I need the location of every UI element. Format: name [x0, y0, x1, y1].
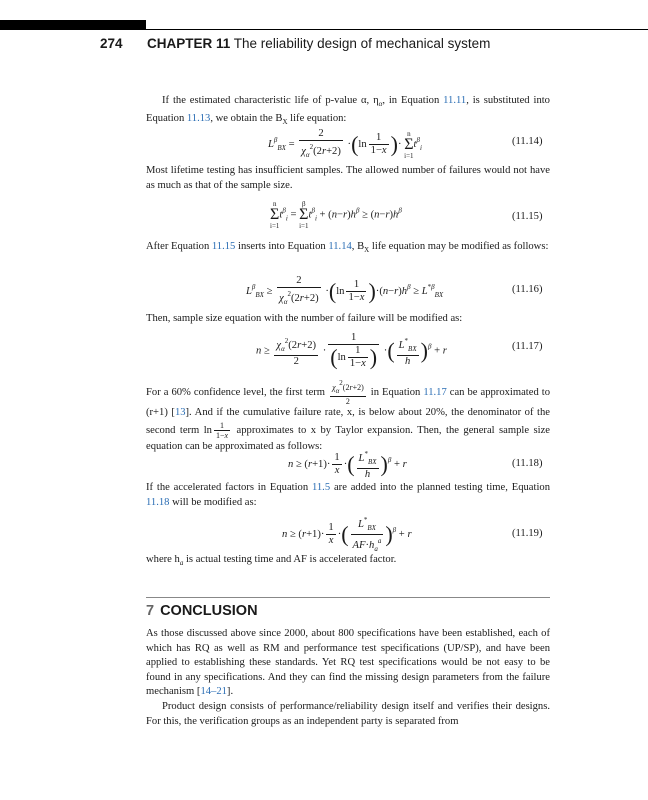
- equation-number: (11.18): [512, 458, 543, 469]
- paragraph-5: For a 60% confidence level, the first term $\frac{\chi\alpha 2(2r+2)}{2}$ in Equation 11.17 can be approximated to (r+1) [13]. And if the cumulative failure rate, x, is below about 20%, the denominator of the second term ln $\frac{1}{1-x}$ approximates to x by Taylor expansion. Then, the general sample size equation can be approximated as follows:: [146, 379, 551, 452]
- citation-link[interactable]: 13: [174, 407, 186, 418]
- conclusion-paragraph-1: As those discussed above since 2000, about 800 specifications have been established, each of which has RQ as well as RM and performance test specifications (UP/SP), and have been applied to establishing these standards. Yet RQ test specifications would be not easy to be found in any specifications. And they can find the missing design parameters from the failure mechanism [14–21].: [146, 628, 550, 698]
- equation-number: (11.16): [512, 284, 543, 295]
- equation-11-19: n ≥ (r+1)· $\frac{1}{x}$ ·( $\frac{L^*_{BX}}{AF\cdot h_a^a}$ )$^\beta$ + r: [282, 516, 412, 553]
- equation-11-14: $L^\beta_{BX}$ = $\frac{2}{\chi_\alpha^2(2r+2)}$ ·(ln $\frac{1}{1-x}$ )· n Σ $i=1t^\beta_i$: [268, 128, 422, 160]
- page-number: 274: [100, 36, 123, 51]
- equation-11-15: n Σ $i=1t^\beta_i = \beta$ Σ $i=1t^\beta_i + (n-r)h^\beta \ge (n-r)h^\beta$: [270, 200, 402, 230]
- equation-link[interactable]: 11.17: [423, 386, 447, 398]
- equation-link[interactable]: 11.13: [186, 112, 211, 124]
- paragraph-3: After Equation 11.15 inserts into Equation 11.14, $B_X$ life equation may be modified as follows:: [146, 241, 549, 254]
- paragraph-2: Most lifetime testing has insufficient samples. The allowed number of failures would not have as much as that of the sample size.: [146, 165, 550, 191]
- section-rule: [146, 597, 550, 598]
- header-bar: [0, 20, 146, 30]
- equation-11-18: n ≥ (r+1)· $\frac{1}{x}$ ·( $\frac{L^*_{BX}}{h}$ )$^\beta$ + r: [288, 450, 407, 480]
- equation-link[interactable]: 11.18: [146, 496, 170, 508]
- paragraph-6: If the accelerated factors in Equation 11.5 are added into the planned testing time, Equation 11.18 will be modified as:: [146, 482, 550, 508]
- equation-11-16: $L^\beta_{BX}$ ≥ $\frac{2}{\chi_\alpha^2(2r+2)}$ ·(ln $\frac{1}{1-x}$ )$\cdot(n-r)h^\beta \ge L^{*\beta}_{BX}$: [246, 275, 444, 306]
- running-header: [0, 36, 648, 56]
- equation-number: (11.19): [512, 528, 543, 539]
- conclusion-paragraph-2: Product design consists of performance/reliability design itself and verifies their designs. For this, the verification groups as an independent party is separated from: [146, 701, 550, 727]
- paragraph-7: where $h_a$ is actual testing time and AF is accelerated factor.: [146, 554, 397, 567]
- header-rule: [146, 29, 648, 30]
- equation-link[interactable]: 11.5: [311, 482, 331, 493]
- citation-link[interactable]: 14–21: [200, 686, 227, 698]
- equation-link[interactable]: 11.11: [443, 95, 467, 106]
- equation-number: (11.17): [512, 341, 543, 352]
- equation-link[interactable]: 11.15: [211, 241, 236, 252]
- chapter-title: CHAPTER 11 The reliability design of mechanical system: [147, 36, 491, 51]
- equation-number: (11.14): [512, 136, 543, 147]
- equation-number: (11.15): [512, 211, 543, 222]
- paragraph-1: If the estimated characteristic life of p-value α, $\eta_\alpha$, in Equation 11.11, is substituted into Equation 11.13, we obtain the $B_X$ life equation:: [146, 95, 550, 126]
- section-heading: 7 CONCLUSION: [146, 603, 258, 619]
- paragraph-4: Then, sample size equation with the number of failure will be modified as:: [146, 313, 463, 324]
- equation-link[interactable]: 11.14: [328, 241, 352, 252]
- equation-11-17: n ≥ $\frac{\chi_\alpha^2(2r+2)}{2}$ · 1 (ln $\frac{1}{1-x}$ ) ·( $\frac{L^*_{BX}}{h}$ )$^\beta$ + r: [256, 332, 447, 370]
